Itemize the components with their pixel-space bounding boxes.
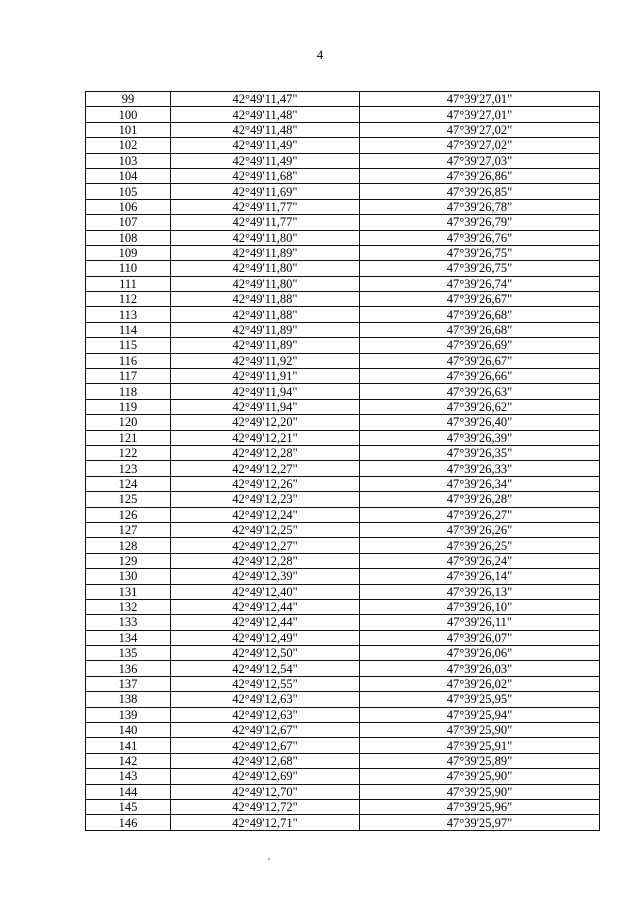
latitude-cell: 42°49'12,28" (171, 553, 360, 568)
longitude-cell: 47°39'26,26" (360, 522, 600, 537)
table-row (86, 815, 600, 830)
table-row (86, 92, 600, 107)
point-number-cell: 144 (86, 784, 171, 799)
latitude-cell: 42°49'12,28" (171, 445, 360, 460)
longitude-cell: 47°39'26,86" (360, 168, 600, 183)
table-row (86, 538, 600, 553)
table-row (86, 615, 600, 630)
latitude-cell: 42°49'11,80" (171, 230, 360, 245)
point-number-cell: 143 (86, 769, 171, 784)
point-number-cell: 120 (86, 415, 171, 430)
latitude-cell: 42°49'11,89" (171, 322, 360, 337)
longitude-cell: 47°39'25,97" (360, 815, 600, 830)
latitude-cell: 42°49'11,49" (171, 153, 360, 168)
latitude-cell: 42°49'12,68" (171, 753, 360, 768)
latitude-cell: 42°49'11,89" (171, 338, 360, 353)
point-number-cell: 127 (86, 522, 171, 537)
latitude-cell: 42°49'12,67" (171, 723, 360, 738)
longitude-cell: 47°39'26,11" (360, 615, 600, 630)
longitude-cell: 47°39'25,90" (360, 723, 600, 738)
longitude-cell: 47°39'26,39" (360, 430, 600, 445)
longitude-cell: 47°39'26,68" (360, 307, 600, 322)
table-row (86, 399, 600, 414)
table-row (86, 230, 600, 245)
latitude-cell: 42°49'11,89" (171, 245, 360, 260)
point-number-cell: 101 (86, 122, 171, 137)
longitude-cell: 47°39'26,34" (360, 476, 600, 491)
point-number-cell: 116 (86, 353, 171, 368)
longitude-cell: 47°39'26,79" (360, 215, 600, 230)
latitude-cell: 42°49'11,94" (171, 399, 360, 414)
point-number-cell: 109 (86, 245, 171, 260)
table-row (86, 261, 600, 276)
point-number-cell: 130 (86, 569, 171, 584)
point-number-cell: 132 (86, 599, 171, 614)
table-row (86, 107, 600, 122)
point-number-cell: 117 (86, 369, 171, 384)
longitude-cell: 47°39'25,91" (360, 738, 600, 753)
longitude-cell: 47°39'25,96" (360, 799, 600, 814)
table-row (86, 430, 600, 445)
table-row (86, 168, 600, 183)
latitude-cell: 42°49'12,40" (171, 584, 360, 599)
latitude-cell: 42°49'12,70" (171, 784, 360, 799)
latitude-cell: 42°49'12,69" (171, 769, 360, 784)
table-row (86, 215, 600, 230)
point-number-cell: 141 (86, 738, 171, 753)
latitude-cell: 42°49'12,27" (171, 538, 360, 553)
point-number-cell: 142 (86, 753, 171, 768)
latitude-cell: 42°49'12,50" (171, 646, 360, 661)
longitude-cell: 47°39'26,74" (360, 276, 600, 291)
point-number-cell: 118 (86, 384, 171, 399)
latitude-cell: 42°49'12,54" (171, 661, 360, 676)
table-row (86, 476, 600, 491)
longitude-cell: 47°39'26,68" (360, 322, 600, 337)
longitude-cell: 47°39'26,10" (360, 599, 600, 614)
point-number-cell: 112 (86, 292, 171, 307)
point-number-cell: 123 (86, 461, 171, 476)
longitude-cell: 47°39'26,62" (360, 399, 600, 414)
longitude-cell: 47°39'26,67" (360, 292, 600, 307)
longitude-cell: 47°39'26,85" (360, 184, 600, 199)
point-number-cell: 136 (86, 661, 171, 676)
latitude-cell: 42°49'12,23" (171, 492, 360, 507)
latitude-cell: 42°49'12,55" (171, 676, 360, 691)
longitude-cell: 47°39'25,89" (360, 753, 600, 768)
longitude-cell: 47°39'26,40" (360, 415, 600, 430)
table-row (86, 445, 600, 460)
longitude-cell: 47°39'26,75" (360, 261, 600, 276)
table-row (86, 492, 600, 507)
table-row (86, 384, 600, 399)
table-row (86, 553, 600, 568)
table-row (86, 784, 600, 799)
longitude-cell: 47°39'26,28" (360, 492, 600, 507)
latitude-cell: 42°49'11,80" (171, 261, 360, 276)
latitude-cell: 42°49'11,47" (171, 92, 360, 107)
table-row (86, 676, 600, 691)
longitude-cell: 47°39'26,35" (360, 445, 600, 460)
point-number-cell: 131 (86, 584, 171, 599)
latitude-cell: 42°49'12,63" (171, 692, 360, 707)
point-number-cell: 100 (86, 107, 171, 122)
table-row (86, 723, 600, 738)
table-row (86, 599, 600, 614)
point-number-cell: 128 (86, 538, 171, 553)
table-row (86, 569, 600, 584)
table-row (86, 122, 600, 137)
latitude-cell: 42°49'12,39" (171, 569, 360, 584)
point-number-cell: 134 (86, 630, 171, 645)
latitude-cell: 42°49'11,69" (171, 184, 360, 199)
longitude-cell: 47°39'26,06" (360, 646, 600, 661)
latitude-cell: 42°49'12,24" (171, 507, 360, 522)
point-number-cell: 103 (86, 153, 171, 168)
point-number-cell: 99 (86, 92, 171, 107)
coordinates-table-body (86, 92, 600, 831)
point-number-cell: 108 (86, 230, 171, 245)
table-row (86, 199, 600, 214)
table-row (86, 661, 600, 676)
table-row (86, 245, 600, 260)
table-row (86, 507, 600, 522)
latitude-cell: 42°49'11,80" (171, 276, 360, 291)
longitude-cell: 47°39'27,02" (360, 122, 600, 137)
latitude-cell: 42°49'12,25" (171, 522, 360, 537)
longitude-cell: 47°39'26,76" (360, 230, 600, 245)
longitude-cell: 47°39'26,02" (360, 676, 600, 691)
table-row (86, 584, 600, 599)
point-number-cell: 126 (86, 507, 171, 522)
latitude-cell: 42°49'11,48" (171, 107, 360, 122)
point-number-cell: 119 (86, 399, 171, 414)
longitude-cell: 47°39'25,94" (360, 707, 600, 722)
point-number-cell: 139 (86, 707, 171, 722)
latitude-cell: 42°49'12,26" (171, 476, 360, 491)
table-row (86, 276, 600, 291)
longitude-cell: 47°39'26,27" (360, 507, 600, 522)
point-number-cell: 125 (86, 492, 171, 507)
longitude-cell: 47°39'26,24" (360, 553, 600, 568)
table-row (86, 769, 600, 784)
latitude-cell: 42°49'12,44" (171, 615, 360, 630)
latitude-cell: 42°49'11,88" (171, 292, 360, 307)
table-row (86, 369, 600, 384)
page-number: 4 (316, 47, 324, 62)
latitude-cell: 42°49'12,44" (171, 599, 360, 614)
point-number-cell: 113 (86, 307, 171, 322)
table-row (86, 630, 600, 645)
coordinates-table (85, 91, 600, 831)
latitude-cell: 42°49'12,20" (171, 415, 360, 430)
longitude-cell: 47°39'26,78" (360, 199, 600, 214)
longitude-cell: 47°39'26,67" (360, 353, 600, 368)
longitude-cell: 47°39'27,02" (360, 138, 600, 153)
longitude-cell: 47°39'26,66" (360, 369, 600, 384)
latitude-cell: 42°49'12,67" (171, 738, 360, 753)
table-row (86, 153, 600, 168)
latitude-cell: 42°49'11,68" (171, 168, 360, 183)
latitude-cell: 42°49'11,77" (171, 215, 360, 230)
longitude-cell: 47°39'27,03" (360, 153, 600, 168)
latitude-cell: 42°49'12,21" (171, 430, 360, 445)
longitude-cell: 47°39'27,01" (360, 107, 600, 122)
table-row (86, 753, 600, 768)
point-number-cell: 105 (86, 184, 171, 199)
latitude-cell: 42°49'11,92" (171, 353, 360, 368)
point-number-cell: 102 (86, 138, 171, 153)
latitude-cell: 42°49'12,72" (171, 799, 360, 814)
point-number-cell: 133 (86, 615, 171, 630)
point-number-cell: 135 (86, 646, 171, 661)
longitude-cell: 47°39'25,90" (360, 769, 600, 784)
table-row (86, 646, 600, 661)
table-row (86, 353, 600, 368)
point-number-cell: 140 (86, 723, 171, 738)
point-number-cell: 137 (86, 676, 171, 691)
table-row (86, 799, 600, 814)
latitude-cell: 42°49'11,77" (171, 199, 360, 214)
longitude-cell: 47°39'26,63" (360, 384, 600, 399)
table-row (86, 415, 600, 430)
longitude-cell: 47°39'26,69" (360, 338, 600, 353)
latitude-cell: 42°49'11,48" (171, 122, 360, 137)
latitude-cell: 42°49'11,94" (171, 384, 360, 399)
table-row (86, 707, 600, 722)
longitude-cell: 47°39'25,90" (360, 784, 600, 799)
longitude-cell: 47°39'26,75" (360, 245, 600, 260)
table-row (86, 461, 600, 476)
table-row (86, 338, 600, 353)
table-row (86, 692, 600, 707)
scan-speck (268, 858, 270, 860)
point-number-cell: 138 (86, 692, 171, 707)
point-number-cell: 106 (86, 199, 171, 214)
point-number-cell: 122 (86, 445, 171, 460)
latitude-cell: 42°49'12,63" (171, 707, 360, 722)
table-row (86, 138, 600, 153)
table-row (86, 738, 600, 753)
point-number-cell: 145 (86, 799, 171, 814)
point-number-cell: 107 (86, 215, 171, 230)
longitude-cell: 47°39'27,01" (360, 92, 600, 107)
point-number-cell: 115 (86, 338, 171, 353)
table-row (86, 307, 600, 322)
point-number-cell: 129 (86, 553, 171, 568)
longitude-cell: 47°39'26,07" (360, 630, 600, 645)
table-row (86, 184, 600, 199)
table-row (86, 522, 600, 537)
latitude-cell: 42°49'12,27" (171, 461, 360, 476)
longitude-cell: 47°39'26,13" (360, 584, 600, 599)
longitude-cell: 47°39'26,33" (360, 461, 600, 476)
longitude-cell: 47°39'26,25" (360, 538, 600, 553)
latitude-cell: 42°49'11,49" (171, 138, 360, 153)
point-number-cell: 114 (86, 322, 171, 337)
latitude-cell: 42°49'11,88" (171, 307, 360, 322)
point-number-cell: 124 (86, 476, 171, 491)
latitude-cell: 42°49'12,49" (171, 630, 360, 645)
longitude-cell: 47°39'26,14" (360, 569, 600, 584)
point-number-cell: 111 (86, 276, 171, 291)
point-number-cell: 146 (86, 815, 171, 830)
longitude-cell: 47°39'25,95" (360, 692, 600, 707)
longitude-cell: 47°39'26,03" (360, 661, 600, 676)
table-row (86, 292, 600, 307)
point-number-cell: 110 (86, 261, 171, 276)
table-row (86, 322, 600, 337)
point-number-cell: 121 (86, 430, 171, 445)
latitude-cell: 42°49'11,91" (171, 369, 360, 384)
point-number-cell: 104 (86, 168, 171, 183)
latitude-cell: 42°49'12,71" (171, 815, 360, 830)
